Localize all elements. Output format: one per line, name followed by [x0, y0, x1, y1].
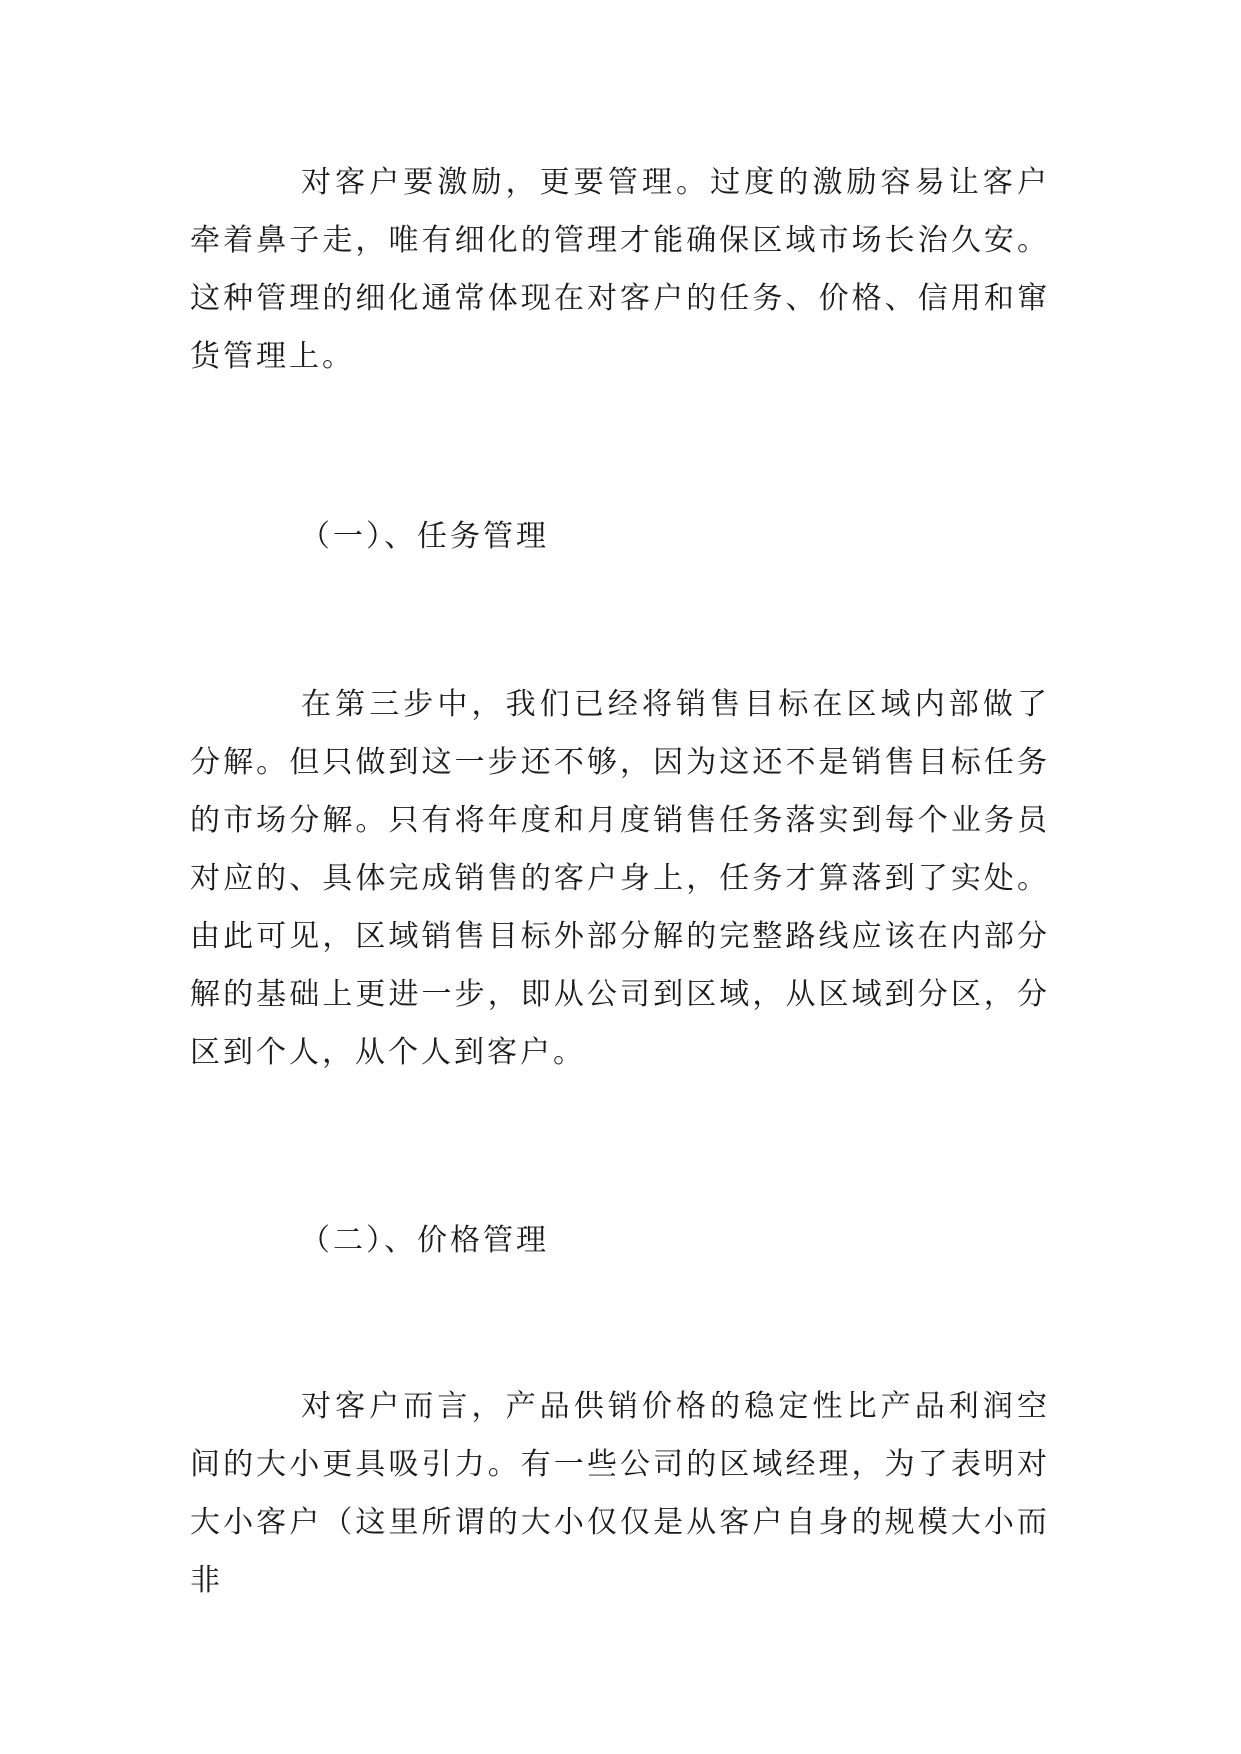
paragraph-intro: 对客户要激励，更要管理。过度的激励容易让客户牵着鼻子走，唯有细化的管理才能确保区域市场长治久安。这种管理的细化通常体现在对客户的任务、价格、信用和窜货管理上。 [190, 165, 1050, 374]
section-heading-price-management: （二）、价格管理 [300, 1223, 549, 1258]
paragraph-task-management: 在第三步中，我们已经将销售目标在区域内部做了分解。但只做到这一步还不够，因为这还不是销售目标任务的市场分解。只有将年度和月度销售任务落实到每个业务员对应的、具体完成销售的客户身上，任务才算落到了实处。由此可见，区域销售目标外部分解的完整路线应该在内部分解的基础上更进一步，即从公司到区域，从区域到分区，分区到个人，从个人到客户。 [190, 687, 1050, 1070]
section-heading-task-management: （一）、任务管理 [300, 519, 549, 554]
paragraph-price-management: 对客户而言，产品供销价格的稳定性比产品利润空间的大小更具吸引力。有一些公司的区域经理，为了表明对大小客户（这里所谓的大小仅仅是从客户自身的规模大小而非 [190, 1389, 1050, 1598]
